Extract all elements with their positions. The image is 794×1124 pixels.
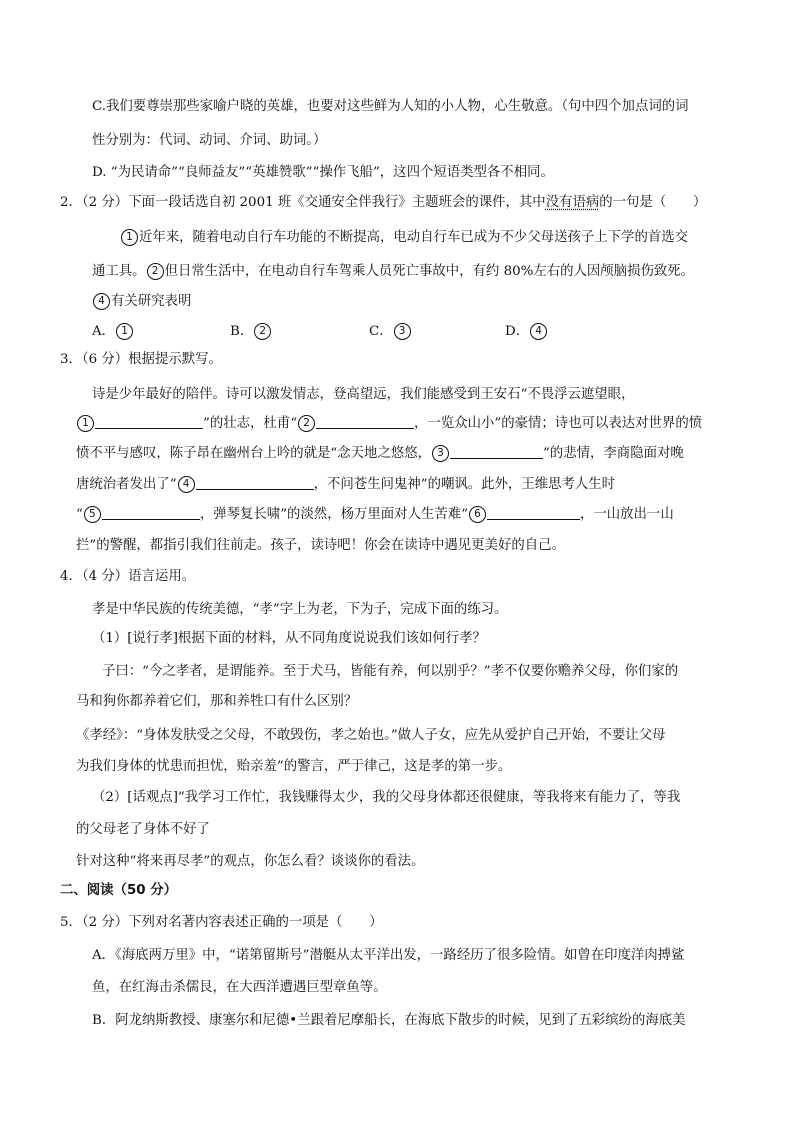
- blank-6: [487, 505, 580, 520]
- blank-5: [102, 505, 200, 520]
- q5-option-a-line2: 鱼，在红海击杀儒艮，在大西洋遭遇巨型章鱼等。: [92, 980, 387, 995]
- circled-number-4: 4: [93, 293, 110, 310]
- q4-heading: 4．（4 分）语言运用。: [60, 569, 196, 584]
- q4-material2-line2: 为我们身体的忧患而担忧，贻亲羞”的警言，严于律己，这是孝的第一步。: [76, 759, 512, 774]
- q2-para-line2: 通工具。 2 但日常生活中，在电动自行车驾乘人员死亡事故中，有约 80%左右的人因颅脑损伤致死。: [92, 264, 695, 279]
- q2-para-line1: 1 近年来，随着电动自行车功能的不断提高，电动自行车已成为不少父母送孩子上下学的首选交: [120, 228, 688, 248]
- q4-material2-line1: 《孝经》：“身体发肤受之父母，不敢毁伤，孝之始也。”做人子女，应先从爱护自己开始，不要让父母: [76, 728, 666, 743]
- q3-heading: 3．（6 分）根据提示默写。: [60, 352, 222, 367]
- q2-dotted-words: 没有语病: [545, 195, 600, 210]
- q5-heading: 5．（2 分）下列对名著内容表述正确的一项是（ ）: [60, 915, 383, 930]
- q3-line4: 唐统治者发出了“ 4 ，不问苍生问鬼神”的嘲讽。此外，王维思考人生时: [76, 477, 616, 492]
- q3-line6: 拦”的警醒，都指引我们往前走。孩子，读诗吧！你会在读诗中遇见更美好的自己。: [76, 538, 565, 553]
- q5-option-b-line1: B．阿龙纳斯教授、康塞尔和尼德•兰跟着尼摩船长，在海底下散步的时候，见到了五彩缤纷的海底美: [92, 1013, 686, 1028]
- q4-sub2-line3: 针对这种“将来再尽孝”的观点，你怎么看？谈谈你的看法。: [76, 854, 425, 869]
- option-c-line2: 性分别为：代词、动词、介词、助词。）: [92, 133, 327, 148]
- circled-number-3: 3: [394, 323, 411, 340]
- blank-3: [450, 444, 543, 459]
- q3-line3: 愤不平与感叹，陈子昂在幽州台上吟的就是“念天地之悠悠， 3 ”的悲情，李商隐面对晚: [76, 446, 684, 461]
- circled-number-2: 2: [254, 323, 271, 340]
- q2-option-c: C． 3: [369, 322, 412, 342]
- circled-number-1: 1: [77, 415, 94, 432]
- q4-sub1: （1）[说行孝]根据下面的材料，从不同角度说说我们该如何行孝？: [92, 631, 486, 646]
- option-c-line1: C.我们要尊崇那些家喻户晓的英雄，也要对这些鲜为人知的小人物，心生敬意。（句中四个加点词的词: [92, 99, 689, 114]
- q4-sub2-line1: （2）[话观点]“我学习工作忙，我钱赚得太少，我的父母身体都还很健康，等我将来有能力了，等我: [92, 790, 681, 805]
- q5-option-a-line1: A．《海底两万里》中，“诺第留斯号”潜艇从太平洋出发，一路经历了很多险情。如曾在印度洋肉搏鲨: [92, 948, 685, 963]
- q4-sub2-line2: 的父母老了身体不好了: [76, 822, 210, 837]
- q2-para-line3: 4 有关研究表明: [92, 292, 191, 312]
- circled-number-6: 6: [469, 506, 486, 523]
- circled-number-1: 1: [116, 323, 133, 340]
- circled-number-2: 2: [147, 263, 164, 280]
- q2-option-b: B． 2: [230, 322, 272, 342]
- q2-option-a: A． 1: [92, 322, 134, 342]
- circled-number-3: 3: [432, 445, 449, 462]
- q2-heading: 2．（2 分）下面一段话选自初 2001 班《交通安全伴我行》主题班会的课件，其中没有语病的一句是（ ）: [60, 195, 707, 210]
- q2-option-d: D． 4: [505, 322, 548, 342]
- q4-intro: 孝是中华民族的传统美德，“孝”字上为老，下为子，完成下面的练习。: [92, 602, 508, 617]
- blank-1: [95, 414, 203, 429]
- q3-line2: 1 ”的壮志，杜甫“ 2 ，一览众山小”的豪情；诗也可以表达对世界的愤: [76, 414, 702, 434]
- circled-number-4: 4: [530, 323, 547, 340]
- blank-4: [196, 475, 314, 490]
- q4-material1-line2: 马和狗你都养着它们，那和养牲口有什么区别？: [76, 694, 358, 709]
- circled-number-5: 5: [84, 506, 101, 523]
- section-heading-reading: 二、阅读（50 分）: [60, 883, 178, 898]
- option-d: D. “为民请命”“良师益友”“英雄赞歌”“操作飞船”，这四个短语类型各不相同。: [92, 165, 554, 180]
- q4-material1-line1: 子曰：“今之孝者，是谓能养。至于犬马，皆能有养，何以别乎？”孝不仅要你赡养父母，你们家的: [102, 664, 679, 679]
- q3-line5: “ 5 ，弹琴复长啸”的淡然，杨万里面对人生苦难“ 6 ，一山放出一山: [76, 507, 674, 522]
- blank-2: [316, 414, 414, 429]
- q3-line1: 诗是少年最好的陪伴。诗可以激发情志，登高望远，我们能感受到王安石“不畏浮云遮望眼，: [92, 387, 635, 402]
- circled-number-2: 2: [298, 415, 315, 432]
- circled-number-1: 1: [121, 229, 138, 246]
- circled-number-4: 4: [178, 476, 195, 493]
